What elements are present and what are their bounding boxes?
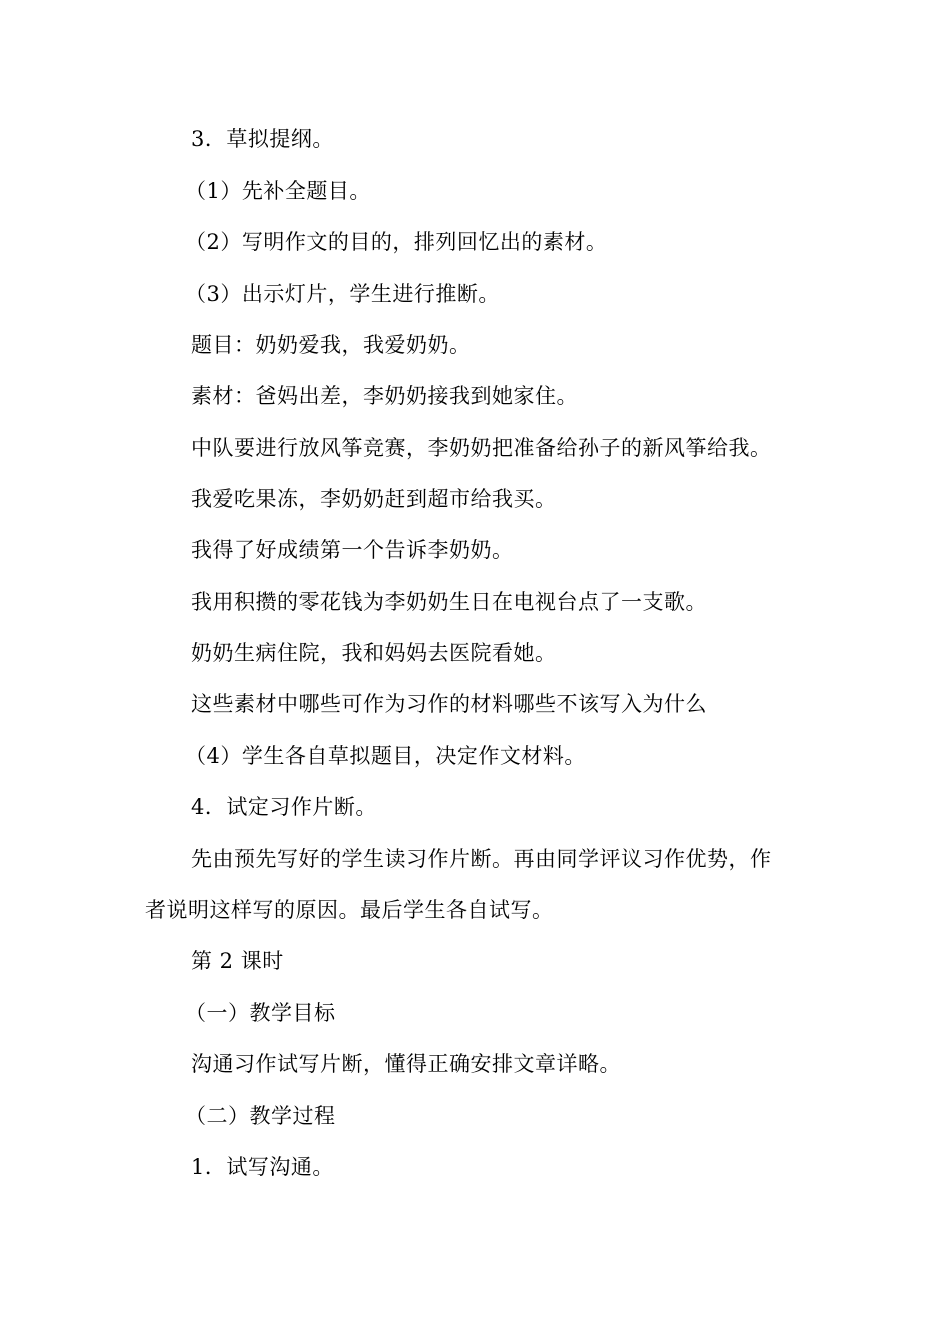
heading-trial-writing: 1．试写沟通。 xyxy=(191,1155,334,1179)
section-heading-objectives: （一）教学目标 xyxy=(185,1001,336,1025)
heading-trial-fragment: 4．试定习作片断。 xyxy=(191,795,377,819)
paragraph: 题目：奶奶爱我，我爱奶奶。 xyxy=(191,333,471,357)
paragraph: 中队要进行放风筝竞赛，李奶奶把准备给孙子的新风筝给我。 xyxy=(191,436,772,460)
section-heading-process: （二）教学过程 xyxy=(185,1104,336,1128)
heading-draft-outline: 3．草拟提纲。 xyxy=(191,127,334,151)
paragraph: 我爱吃果冻，李奶奶赶到超市给我买。 xyxy=(191,487,557,511)
paragraph: 沟通习作试写片断，懂得正确安排文章详略。 xyxy=(191,1052,621,1076)
paragraph: 奶奶生病住院，我和妈妈去医院看她。 xyxy=(191,641,557,665)
paragraph: （2）写明作文的目的，排列回忆出的素材。 xyxy=(185,230,608,254)
paragraph: （1）先补全题目。 xyxy=(185,179,371,203)
paragraph: （3）出示灯片，学生进行推断。 xyxy=(185,282,500,306)
paragraph: 这些素材中哪些可作为习作的材料哪些不该写入为什么 xyxy=(191,692,707,716)
paragraph: 我用积攒的零花钱为李奶奶生日在电视台点了一支歌。 xyxy=(191,590,707,614)
paragraph: （4）学生各自草拟题目，决定作文材料。 xyxy=(185,744,586,768)
paragraph: 素材：爸妈出差，李奶奶接我到她家住。 xyxy=(191,384,578,408)
paragraph: 我得了好成绩第一个告诉李奶奶。 xyxy=(191,538,514,562)
paragraph-continuation: 者说明这样写的原因。最后学生各自试写。 xyxy=(145,898,554,922)
paragraph: 先由预先写好的学生读习作片断。再由同学评议习作优势，作 xyxy=(191,847,772,871)
lesson-heading: 第 2 课时 xyxy=(191,949,284,973)
